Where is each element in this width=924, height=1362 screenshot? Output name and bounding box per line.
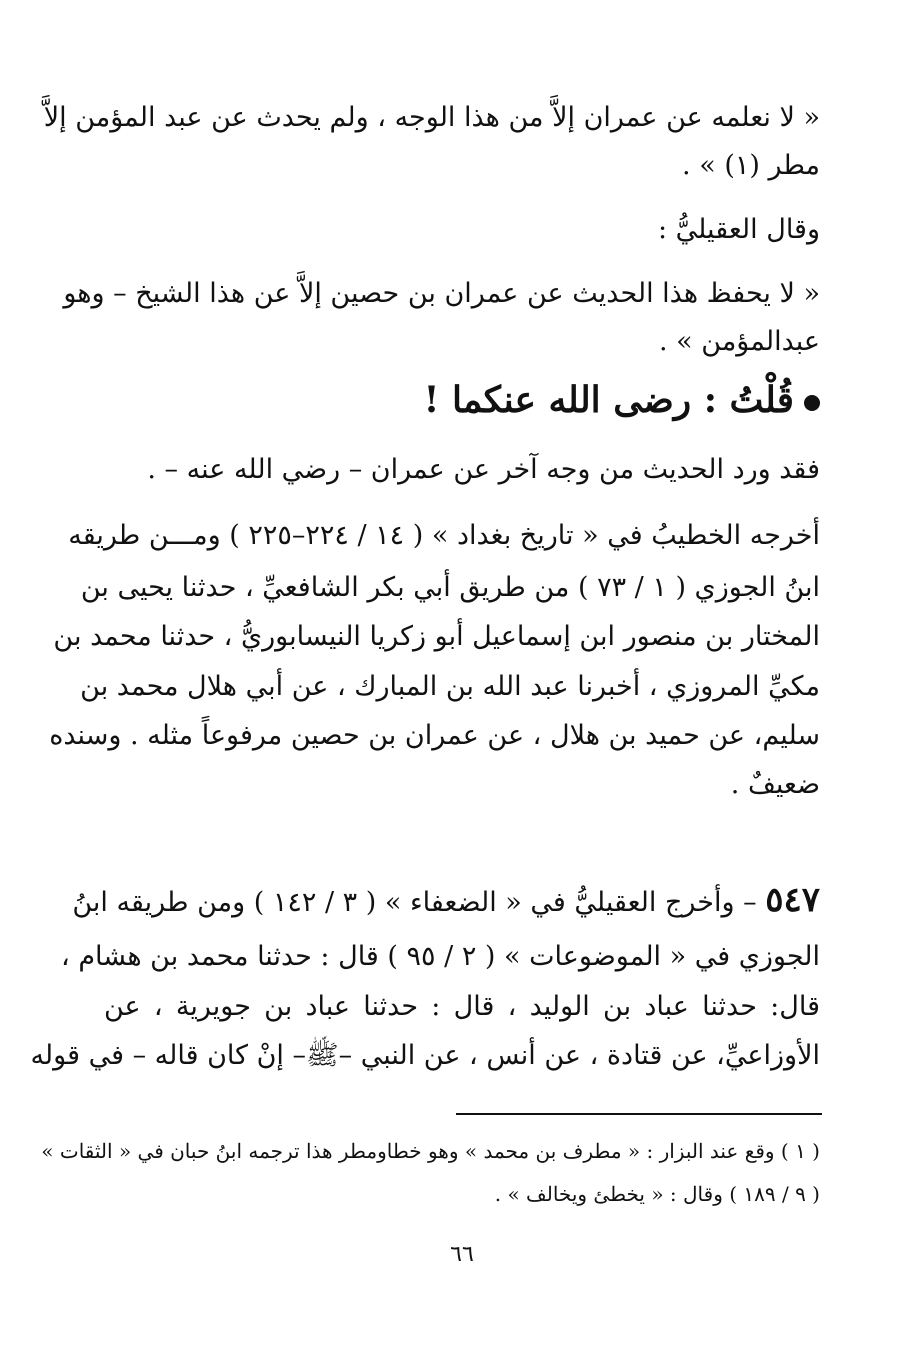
quote-line-2: مطر (١) » . [682, 150, 820, 181]
takhrij-line-3: المختار بن منصور ابن إسماعيل أبو زكريا النيسابوريُّ ، حدثنا محمد بن [53, 621, 820, 652]
footnote-rule [456, 1113, 822, 1115]
quote-line-1: « لا نعلمه عن عمران إلاَّ من هذا الوجه ، ولم يحدث عن عبد المؤمن إلاَّ [43, 102, 820, 133]
hadith-line-2: الجوزي في « الموضوعات » ( ٢ / ٩٥ ) قال : حدثنا محمد بن هشام ، [61, 941, 820, 972]
paragraph-intro: فقد ورد الحديث من وجه آخر عن عمران – رضي الله عنه – . [147, 454, 820, 485]
takhrij-line-5: سليم، عن حميد بن هلال ، عن عمران بن حصين مرفوعاً مثله . وسنده [49, 720, 820, 751]
takhrij-line-1: أخرجه الخطيبُ في « تاريخ بغداد » ( ١٤ / ٢٢٤–٢٢٥ ) ومـــن طريقه [68, 520, 820, 551]
page-number: ٦٦ [450, 1242, 474, 1267]
takhrij-line-6: ضعيفٌ . [730, 769, 820, 800]
hadith-line-4: الأوزاعيِّ، عن قتادة ، عن أنس ، عن النبي –ﷺ– إنْ كان قاله – في قوله [30, 1040, 820, 1071]
aqili-quote-line-2: عبدالمؤمن » . [659, 326, 820, 357]
heading-text: قُلْتُ : رضى الله عنكما ! [423, 379, 794, 421]
footnote-line-1: ( ١ ) وقع عند البزار : « مطرف بن محمد » وهو خطاومطر هذا ترجمه ابنُ حبان في « الثقات » [41, 1139, 820, 1163]
hadith-line-1 [72, 880, 820, 923]
section-heading [104, 375, 820, 425]
hadith-line-1-text: – وأخرج العقيليُّ في « الضعفاء » ( ٣ / ١٤٢ ) ومن طريقه ابنُ [72, 887, 757, 918]
bullet-icon [804, 395, 820, 411]
hadith-line-3: قال: حدثنا عباد بن الوليد ، قال : حدثنا عباد بن جويرية ، عن [104, 991, 820, 1022]
takhrij-line-2: ابنُ الجوزي ( ١ / ٧٣ ) من طريق أبي بكر الشافعيِّ ، حدثنا يحيى بن [80, 572, 820, 603]
hadith-number: ٥٤٧ [765, 880, 820, 920]
footnote-line-2: ( ٩ / ١٨٩ ) وقال : « يخطئ ويخالف » . [494, 1182, 820, 1206]
aqili-intro: وقال العقيليُّ : [657, 214, 820, 245]
aqili-quote-line-1: « لا يحفظ هذا الحديث عن عمران بن حصين إلاَّ عن هذا الشيخ – وهو [63, 278, 820, 309]
takhrij-line-4: مكيِّ المروزي ، أخبرنا عبد الله بن المبارك ، عن أبي هلال محمد بن [80, 671, 820, 702]
